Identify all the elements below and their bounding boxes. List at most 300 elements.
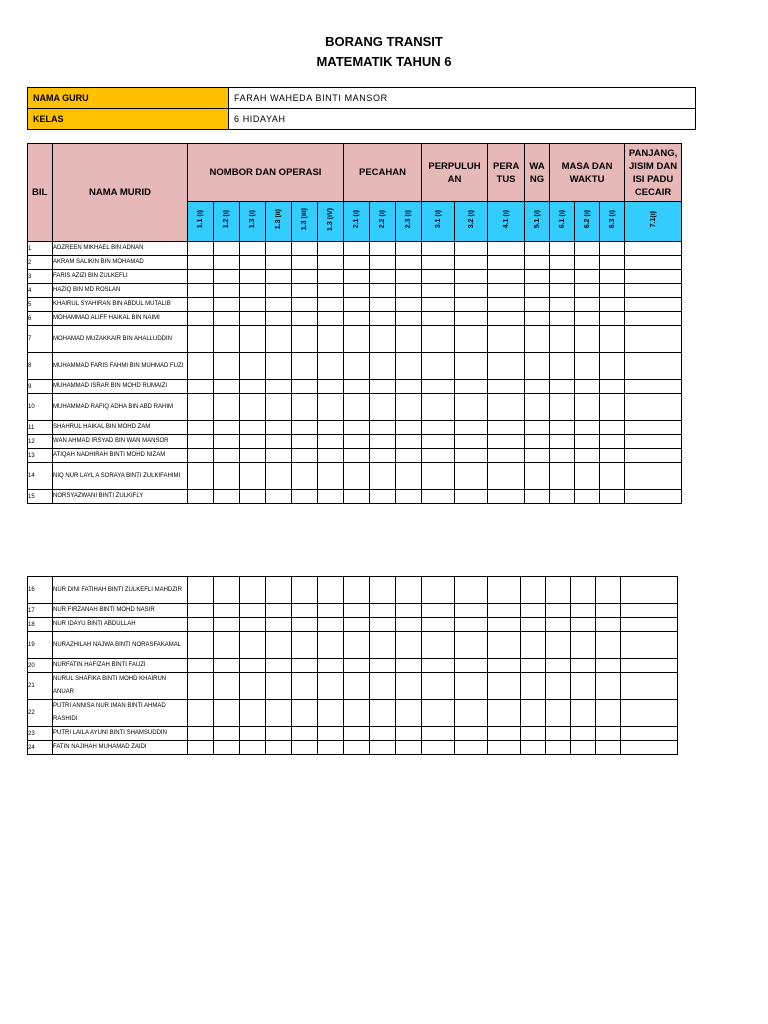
mark-cell[interactable] — [625, 380, 682, 394]
mark-cell[interactable] — [292, 394, 318, 421]
mark-cell[interactable] — [240, 577, 266, 604]
mark-cell[interactable] — [266, 659, 292, 673]
mark-cell[interactable] — [422, 326, 455, 353]
mark-cell[interactable] — [600, 380, 625, 394]
mark-cell[interactable] — [525, 270, 550, 284]
mark-cell[interactable] — [188, 741, 214, 755]
mark-cell[interactable] — [344, 256, 370, 270]
mark-cell[interactable] — [488, 353, 525, 380]
mark-cell[interactable] — [546, 741, 571, 755]
mark-cell[interactable] — [596, 577, 621, 604]
mark-cell[interactable] — [625, 490, 682, 504]
mark-cell[interactable] — [525, 490, 550, 504]
mark-cell[interactable] — [240, 659, 266, 673]
mark-cell[interactable] — [292, 727, 318, 741]
mark-cell[interactable] — [344, 673, 370, 700]
mark-cell[interactable] — [422, 632, 455, 659]
mark-cell[interactable] — [240, 604, 266, 618]
mark-cell[interactable] — [318, 604, 344, 618]
mark-cell[interactable] — [292, 421, 318, 435]
mark-cell[interactable] — [318, 659, 344, 673]
mark-cell[interactable] — [396, 353, 422, 380]
mark-cell[interactable] — [344, 312, 370, 326]
mark-cell[interactable] — [370, 463, 396, 490]
mark-cell[interactable] — [550, 242, 575, 256]
mark-cell[interactable] — [455, 727, 488, 741]
mark-cell[interactable] — [422, 490, 455, 504]
mark-cell[interactable] — [344, 380, 370, 394]
mark-cell[interactable] — [292, 270, 318, 284]
mark-cell[interactable] — [546, 727, 571, 741]
mark-cell[interactable] — [188, 242, 214, 256]
mark-cell[interactable] — [292, 463, 318, 490]
mark-cell[interactable] — [214, 741, 240, 755]
mark-cell[interactable] — [455, 380, 488, 394]
mark-cell[interactable] — [318, 256, 344, 270]
mark-cell[interactable] — [396, 256, 422, 270]
mark-cell[interactable] — [488, 242, 525, 256]
mark-cell[interactable] — [188, 326, 214, 353]
mark-cell[interactable] — [188, 435, 214, 449]
mark-cell[interactable] — [188, 421, 214, 435]
mark-cell[interactable] — [214, 449, 240, 463]
mark-cell[interactable] — [266, 618, 292, 632]
mark-cell[interactable] — [455, 490, 488, 504]
mark-cell[interactable] — [550, 298, 575, 312]
mark-cell[interactable] — [488, 380, 525, 394]
mark-cell[interactable] — [571, 673, 596, 700]
mark-cell[interactable] — [214, 242, 240, 256]
mark-cell[interactable] — [318, 298, 344, 312]
mark-cell[interactable] — [292, 700, 318, 727]
mark-cell[interactable] — [488, 618, 521, 632]
mark-cell[interactable] — [422, 618, 455, 632]
mark-cell[interactable] — [550, 463, 575, 490]
mark-cell[interactable] — [292, 298, 318, 312]
mark-cell[interactable] — [625, 256, 682, 270]
mark-cell[interactable] — [521, 632, 546, 659]
mark-cell[interactable] — [488, 727, 521, 741]
mark-cell[interactable] — [292, 577, 318, 604]
mark-cell[interactable] — [370, 298, 396, 312]
mark-cell[interactable] — [625, 353, 682, 380]
mark-cell[interactable] — [550, 270, 575, 284]
mark-cell[interactable] — [455, 298, 488, 312]
mark-cell[interactable] — [550, 449, 575, 463]
mark-cell[interactable] — [550, 380, 575, 394]
mark-cell[interactable] — [370, 741, 396, 755]
mark-cell[interactable] — [266, 242, 292, 256]
mark-cell[interactable] — [370, 326, 396, 353]
mark-cell[interactable] — [240, 353, 266, 380]
mark-cell[interactable] — [625, 449, 682, 463]
mark-cell[interactable] — [600, 284, 625, 298]
mark-cell[interactable] — [292, 741, 318, 755]
mark-cell[interactable] — [600, 353, 625, 380]
mark-cell[interactable] — [596, 632, 621, 659]
mark-cell[interactable] — [214, 604, 240, 618]
mark-cell[interactable] — [240, 242, 266, 256]
mark-cell[interactable] — [214, 435, 240, 449]
mark-cell[interactable] — [550, 284, 575, 298]
mark-cell[interactable] — [396, 700, 422, 727]
mark-cell[interactable] — [575, 394, 600, 421]
mark-cell[interactable] — [621, 604, 678, 618]
mark-cell[interactable] — [344, 577, 370, 604]
mark-cell[interactable] — [240, 256, 266, 270]
mark-cell[interactable] — [455, 242, 488, 256]
mark-cell[interactable] — [240, 394, 266, 421]
mark-cell[interactable] — [596, 673, 621, 700]
mark-cell[interactable] — [625, 312, 682, 326]
mark-cell[interactable] — [455, 394, 488, 421]
mark-cell[interactable] — [575, 270, 600, 284]
mark-cell[interactable] — [575, 284, 600, 298]
mark-cell[interactable] — [575, 380, 600, 394]
mark-cell[interactable] — [240, 435, 266, 449]
mark-cell[interactable] — [422, 741, 455, 755]
mark-cell[interactable] — [318, 741, 344, 755]
mark-cell[interactable] — [240, 673, 266, 700]
mark-cell[interactable] — [344, 490, 370, 504]
mark-cell[interactable] — [266, 604, 292, 618]
mark-cell[interactable] — [521, 700, 546, 727]
mark-cell[interactable] — [455, 421, 488, 435]
mark-cell[interactable] — [422, 727, 455, 741]
mark-cell[interactable] — [188, 577, 214, 604]
mark-cell[interactable] — [396, 604, 422, 618]
mark-cell[interactable] — [596, 741, 621, 755]
mark-cell[interactable] — [488, 659, 521, 673]
mark-cell[interactable] — [214, 326, 240, 353]
mark-cell[interactable] — [488, 394, 525, 421]
mark-cell[interactable] — [370, 673, 396, 700]
mark-cell[interactable] — [266, 353, 292, 380]
mark-cell[interactable] — [214, 463, 240, 490]
mark-cell[interactable] — [396, 632, 422, 659]
mark-cell[interactable] — [292, 242, 318, 256]
mark-cell[interactable] — [318, 673, 344, 700]
mark-cell[interactable] — [396, 449, 422, 463]
mark-cell[interactable] — [240, 490, 266, 504]
mark-cell[interactable] — [214, 577, 240, 604]
mark-cell[interactable] — [266, 700, 292, 727]
mark-cell[interactable] — [600, 449, 625, 463]
mark-cell[interactable] — [318, 421, 344, 435]
mark-cell[interactable] — [575, 256, 600, 270]
mark-cell[interactable] — [318, 618, 344, 632]
mark-cell[interactable] — [396, 242, 422, 256]
mark-cell[interactable] — [546, 618, 571, 632]
mark-cell[interactable] — [214, 673, 240, 700]
mark-cell[interactable] — [292, 380, 318, 394]
mark-cell[interactable] — [525, 312, 550, 326]
mark-cell[interactable] — [396, 490, 422, 504]
mark-cell[interactable] — [525, 256, 550, 270]
mark-cell[interactable] — [214, 284, 240, 298]
mark-cell[interactable] — [240, 312, 266, 326]
mark-cell[interactable] — [396, 421, 422, 435]
mark-cell[interactable] — [422, 353, 455, 380]
mark-cell[interactable] — [600, 270, 625, 284]
mark-cell[interactable] — [266, 421, 292, 435]
mark-cell[interactable] — [596, 700, 621, 727]
mark-cell[interactable] — [575, 490, 600, 504]
mark-cell[interactable] — [600, 256, 625, 270]
mark-cell[interactable] — [266, 577, 292, 604]
mark-cell[interactable] — [266, 326, 292, 353]
mark-cell[interactable] — [188, 659, 214, 673]
mark-cell[interactable] — [396, 659, 422, 673]
mark-cell[interactable] — [214, 380, 240, 394]
mark-cell[interactable] — [214, 700, 240, 727]
mark-cell[interactable] — [575, 353, 600, 380]
mark-cell[interactable] — [344, 353, 370, 380]
mark-cell[interactable] — [621, 632, 678, 659]
mark-cell[interactable] — [396, 394, 422, 421]
mark-cell[interactable] — [344, 421, 370, 435]
mark-cell[interactable] — [455, 673, 488, 700]
mark-cell[interactable] — [188, 673, 214, 700]
mark-cell[interactable] — [455, 284, 488, 298]
mark-cell[interactable] — [396, 435, 422, 449]
mark-cell[interactable] — [422, 270, 455, 284]
mark-cell[interactable] — [575, 449, 600, 463]
mark-cell[interactable] — [292, 326, 318, 353]
mark-cell[interactable] — [344, 326, 370, 353]
mark-cell[interactable] — [455, 632, 488, 659]
mark-cell[interactable] — [455, 700, 488, 727]
mark-cell[interactable] — [488, 741, 521, 755]
mark-cell[interactable] — [625, 298, 682, 312]
mark-cell[interactable] — [488, 421, 525, 435]
mark-cell[interactable] — [575, 242, 600, 256]
mark-cell[interactable] — [292, 284, 318, 298]
mark-cell[interactable] — [600, 421, 625, 435]
mark-cell[interactable] — [396, 270, 422, 284]
mark-cell[interactable] — [370, 256, 396, 270]
mark-cell[interactable] — [488, 490, 525, 504]
mark-cell[interactable] — [188, 353, 214, 380]
mark-cell[interactable] — [370, 421, 396, 435]
mark-cell[interactable] — [318, 435, 344, 449]
mark-cell[interactable] — [550, 435, 575, 449]
mark-cell[interactable] — [188, 618, 214, 632]
mark-cell[interactable] — [600, 435, 625, 449]
mark-cell[interactable] — [600, 242, 625, 256]
mark-cell[interactable] — [422, 256, 455, 270]
mark-cell[interactable] — [575, 421, 600, 435]
mark-cell[interactable] — [575, 435, 600, 449]
mark-cell[interactable] — [344, 270, 370, 284]
mark-cell[interactable] — [370, 353, 396, 380]
mark-cell[interactable] — [370, 604, 396, 618]
mark-cell[interactable] — [370, 394, 396, 421]
mark-cell[interactable] — [266, 632, 292, 659]
mark-cell[interactable] — [488, 256, 525, 270]
mark-cell[interactable] — [550, 394, 575, 421]
mark-cell[interactable] — [422, 242, 455, 256]
mark-cell[interactable] — [266, 673, 292, 700]
mark-cell[interactable] — [344, 394, 370, 421]
mark-cell[interactable] — [521, 604, 546, 618]
mark-cell[interactable] — [396, 284, 422, 298]
mark-cell[interactable] — [396, 326, 422, 353]
mark-cell[interactable] — [214, 490, 240, 504]
mark-cell[interactable] — [292, 618, 318, 632]
mark-cell[interactable] — [571, 604, 596, 618]
mark-cell[interactable] — [188, 604, 214, 618]
mark-cell[interactable] — [344, 435, 370, 449]
mark-cell[interactable] — [596, 659, 621, 673]
mark-cell[interactable] — [318, 312, 344, 326]
mark-cell[interactable] — [455, 463, 488, 490]
mark-cell[interactable] — [318, 727, 344, 741]
mark-cell[interactable] — [266, 270, 292, 284]
mark-cell[interactable] — [422, 312, 455, 326]
mark-cell[interactable] — [266, 256, 292, 270]
mark-cell[interactable] — [600, 312, 625, 326]
mark-cell[interactable] — [621, 673, 678, 700]
mark-cell[interactable] — [214, 659, 240, 673]
mark-cell[interactable] — [266, 380, 292, 394]
mark-cell[interactable] — [240, 449, 266, 463]
mark-cell[interactable] — [488, 326, 525, 353]
mark-cell[interactable] — [188, 490, 214, 504]
mark-cell[interactable] — [422, 659, 455, 673]
mark-cell[interactable] — [525, 242, 550, 256]
mark-cell[interactable] — [240, 618, 266, 632]
mark-cell[interactable] — [266, 449, 292, 463]
mark-cell[interactable] — [596, 604, 621, 618]
mark-cell[interactable] — [525, 463, 550, 490]
mark-cell[interactable] — [370, 618, 396, 632]
mark-cell[interactable] — [488, 577, 521, 604]
mark-cell[interactable] — [266, 741, 292, 755]
mark-cell[interactable] — [266, 312, 292, 326]
mark-cell[interactable] — [575, 298, 600, 312]
mark-cell[interactable] — [625, 242, 682, 256]
mark-cell[interactable] — [488, 298, 525, 312]
mark-cell[interactable] — [344, 632, 370, 659]
mark-cell[interactable] — [214, 394, 240, 421]
mark-cell[interactable] — [488, 673, 521, 700]
mark-cell[interactable] — [455, 449, 488, 463]
mark-cell[interactable] — [396, 312, 422, 326]
mark-cell[interactable] — [344, 463, 370, 490]
mark-cell[interactable] — [422, 604, 455, 618]
mark-cell[interactable] — [266, 394, 292, 421]
mark-cell[interactable] — [621, 727, 678, 741]
mark-cell[interactable] — [525, 298, 550, 312]
mark-cell[interactable] — [240, 284, 266, 298]
mark-cell[interactable] — [318, 353, 344, 380]
mark-cell[interactable] — [575, 326, 600, 353]
mark-cell[interactable] — [292, 353, 318, 380]
mark-cell[interactable] — [318, 449, 344, 463]
mark-cell[interactable] — [422, 700, 455, 727]
mark-cell[interactable] — [546, 577, 571, 604]
mark-cell[interactable] — [455, 353, 488, 380]
mark-cell[interactable] — [455, 326, 488, 353]
mark-cell[interactable] — [625, 463, 682, 490]
mark-cell[interactable] — [575, 312, 600, 326]
mark-cell[interactable] — [370, 435, 396, 449]
mark-cell[interactable] — [344, 618, 370, 632]
mark-cell[interactable] — [370, 577, 396, 604]
mark-cell[interactable] — [521, 673, 546, 700]
mark-cell[interactable] — [318, 490, 344, 504]
mark-cell[interactable] — [455, 312, 488, 326]
mark-cell[interactable] — [240, 270, 266, 284]
mark-cell[interactable] — [266, 284, 292, 298]
mark-cell[interactable] — [214, 618, 240, 632]
mark-cell[interactable] — [188, 270, 214, 284]
mark-cell[interactable] — [370, 659, 396, 673]
mark-cell[interactable] — [318, 270, 344, 284]
mark-cell[interactable] — [550, 312, 575, 326]
mark-cell[interactable] — [188, 463, 214, 490]
mark-cell[interactable] — [546, 659, 571, 673]
mark-cell[interactable] — [214, 727, 240, 741]
mark-cell[interactable] — [596, 618, 621, 632]
mark-cell[interactable] — [600, 326, 625, 353]
mark-cell[interactable] — [546, 700, 571, 727]
mark-cell[interactable] — [525, 326, 550, 353]
mark-cell[interactable] — [422, 284, 455, 298]
mark-cell[interactable] — [525, 449, 550, 463]
mark-cell[interactable] — [396, 380, 422, 394]
mark-cell[interactable] — [525, 284, 550, 298]
mark-cell[interactable] — [625, 326, 682, 353]
mark-cell[interactable] — [188, 298, 214, 312]
mark-cell[interactable] — [188, 394, 214, 421]
mark-cell[interactable] — [571, 659, 596, 673]
mark-cell[interactable] — [396, 727, 422, 741]
mark-cell[interactable] — [488, 604, 521, 618]
mark-cell[interactable] — [422, 449, 455, 463]
mark-cell[interactable] — [344, 659, 370, 673]
mark-cell[interactable] — [344, 700, 370, 727]
mark-cell[interactable] — [344, 298, 370, 312]
mark-cell[interactable] — [422, 380, 455, 394]
mark-cell[interactable] — [266, 727, 292, 741]
mark-cell[interactable] — [625, 394, 682, 421]
mark-cell[interactable] — [292, 312, 318, 326]
mark-cell[interactable] — [370, 242, 396, 256]
mark-cell[interactable] — [318, 700, 344, 727]
mark-cell[interactable] — [396, 463, 422, 490]
mark-cell[interactable] — [344, 284, 370, 298]
mark-cell[interactable] — [318, 380, 344, 394]
mark-cell[interactable] — [571, 618, 596, 632]
mark-cell[interactable] — [488, 449, 525, 463]
mark-cell[interactable] — [621, 659, 678, 673]
mark-cell[interactable] — [422, 298, 455, 312]
mark-cell[interactable] — [422, 463, 455, 490]
mark-cell[interactable] — [214, 421, 240, 435]
mark-cell[interactable] — [266, 435, 292, 449]
mark-cell[interactable] — [571, 632, 596, 659]
mark-cell[interactable] — [344, 449, 370, 463]
mark-cell[interactable] — [240, 380, 266, 394]
mark-cell[interactable] — [370, 727, 396, 741]
mark-cell[interactable] — [240, 727, 266, 741]
mark-cell[interactable] — [318, 463, 344, 490]
mark-cell[interactable] — [188, 727, 214, 741]
mark-cell[interactable] — [292, 632, 318, 659]
mark-cell[interactable] — [344, 727, 370, 741]
